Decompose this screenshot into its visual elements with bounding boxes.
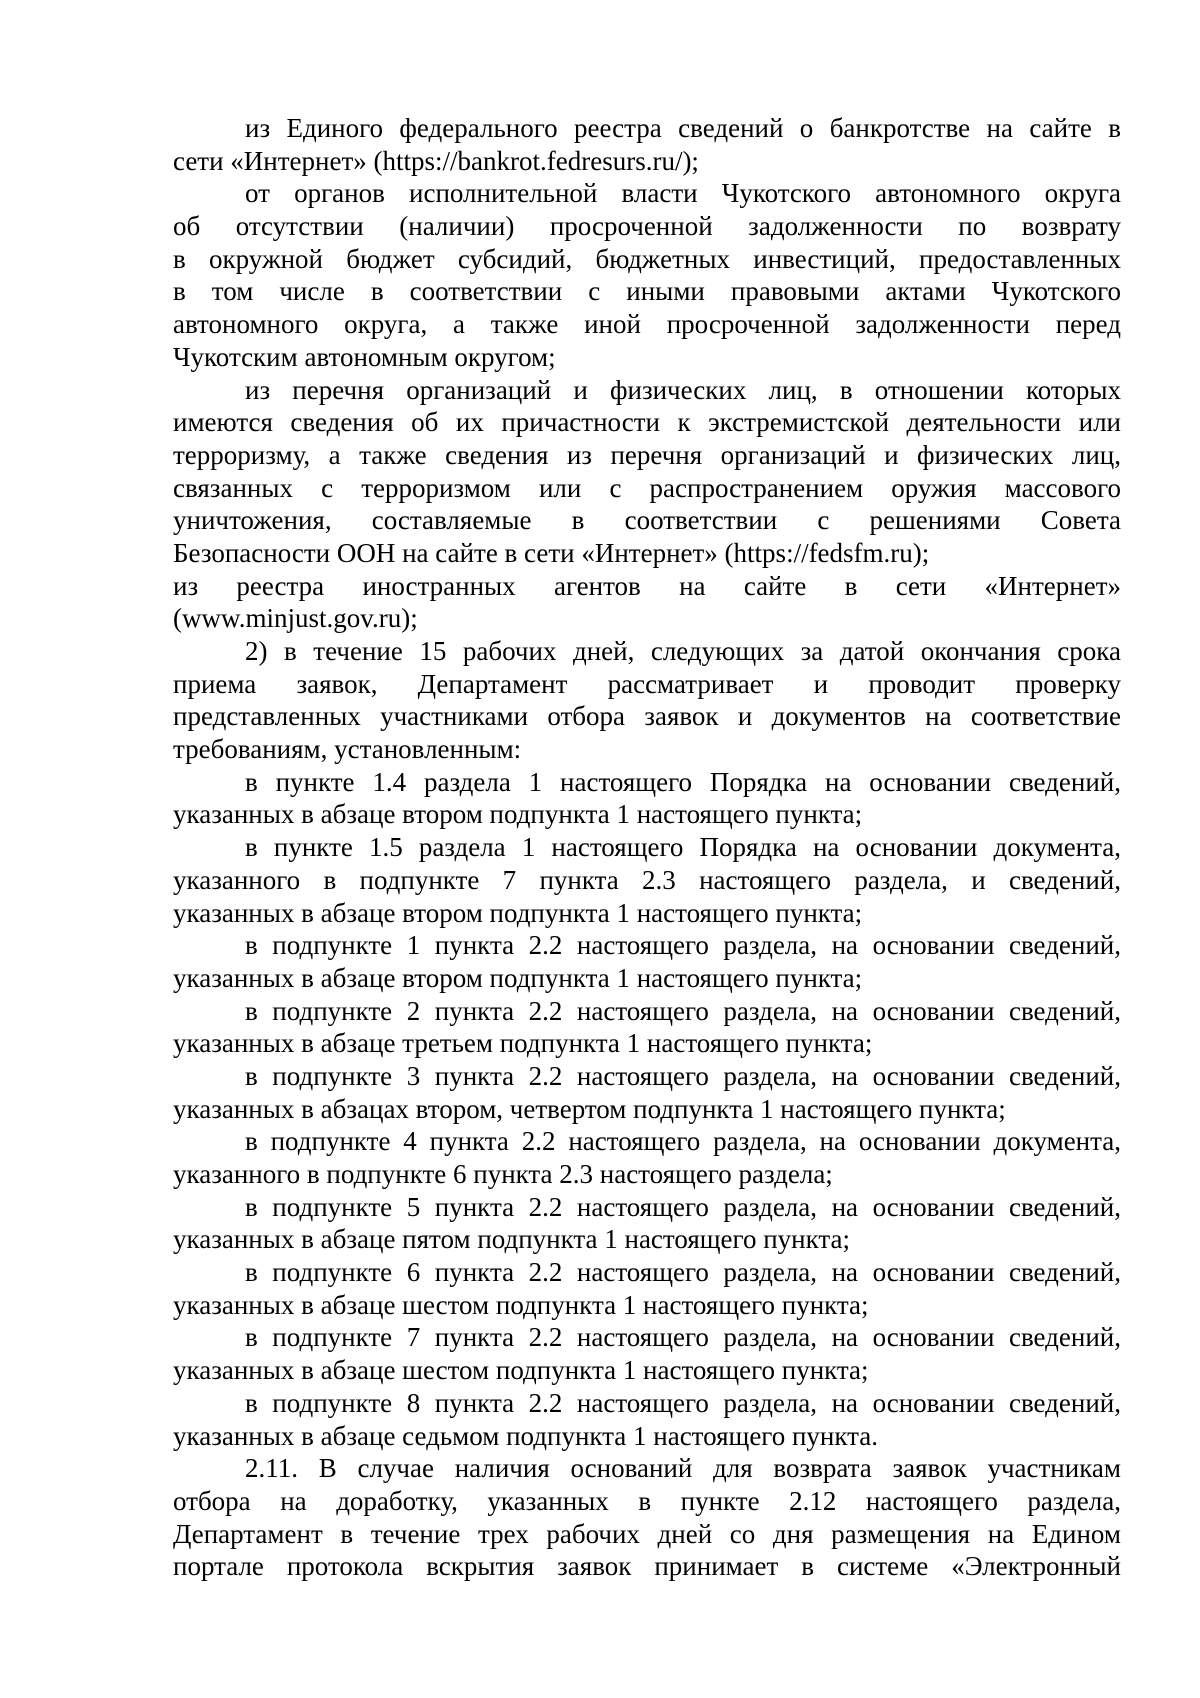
text-line: требованиям, установленным: [173,734,522,765]
text-line: имеются сведения об их причастности к экстремистской деятельности или [173,407,1121,438]
document-body [173,112,1121,1583]
text-line: из Единого федерального реестра сведений о банкротстве на сайте в [245,113,1121,143]
text-line: (www.minjust.gov.ru); [173,603,418,634]
text-line: в пункте 1.4 раздела 1 настоящего Порядка на основании сведений, [245,766,1121,797]
text-line: в окружной бюджет субсидий, бюджетных инвестиций, предоставленных [173,243,1121,274]
paragraph [173,1060,1121,1125]
text-line: в подпункте 1 пункта 2.2 настоящего раздела, на основании сведений, [245,930,1121,961]
text-line: указанного в подпункте 7 пункта 2.3 настоящего раздела, и сведений, [173,864,1121,895]
paragraph [173,831,1121,929]
text-line: указанных в абзаце втором подпункта 1 настоящего пункта; [173,897,863,928]
paragraph [173,635,1121,766]
paragraph [173,1452,1121,1583]
text-line: от органов исполнительной власти Чукотского автономного округа [245,178,1121,209]
text-line: в том числе в соответствии с иными правовыми актами Чукотского [173,276,1121,307]
text-line: 2.11. В случае наличия оснований для возврата заявок участникам [245,1453,1121,1484]
text-line: сети «Интернет» (https://bankrot.fedresurs.ru/); [173,145,699,176]
text-line: в подпункте 7 пункта 2.2 настоящего раздела, на основании сведений, [245,1322,1121,1353]
text-line: терроризму, а также сведения из перечня организаций и физических лиц, [173,439,1121,470]
text-line: указанных в абзаце шестом подпункта 1 настоящего пункта; [173,1355,869,1386]
text-line: в подпункте 2 пункта 2.2 настоящего раздела, на основании сведений, [245,995,1121,1026]
text-line: из реестра иностранных агентов на сайте в сети «Интернет» [173,570,1121,601]
paragraph [173,374,1121,570]
text-line: Безопасности ООН на сайте в сети «Интернет» (https://fedsfm.ru); [173,537,930,568]
text-line: указанных в абзацах втором, четвертом подпункта 1 настоящего пункта; [173,1093,1006,1124]
paragraph [173,1256,1121,1321]
paragraph [173,995,1121,1060]
paragraph [173,177,1121,373]
text-line: из перечня организаций и физических лиц, в отношении которых [245,374,1121,405]
paragraph [173,1387,1121,1452]
paragraph [173,929,1121,994]
text-line: связанных с терроризмом или с распространением оружия массового [173,472,1121,503]
paragraph [173,112,1121,177]
paragraph [173,570,1121,635]
text-line: отбора на доработку, указанных в пункте 2.12 настоящего раздела, [173,1485,1121,1516]
text-line: указанных в абзаце пятом подпункта 1 настоящего пункта; [173,1224,850,1255]
text-line: указанных в абзаце втором подпункта 1 настоящего пункта; [173,799,863,830]
paragraph [173,1191,1121,1256]
text-line: в подпункте 3 пункта 2.2 настоящего раздела, на основании сведений, [245,1060,1121,1091]
text-line: в подпункте 8 пункта 2.2 настоящего раздела, на основании сведений, [245,1387,1121,1418]
paragraph [173,1321,1121,1386]
text-line: автономного округа, а также иной просроченной задолженности перед [173,309,1121,340]
text-line: об отсутствии (наличии) просроченной задолженности по возврату [173,211,1121,242]
text-line: указанного в подпункте 6 пункта 2.3 настоящего раздела; [173,1159,833,1189]
text-line: в подпункте 6 пункта 2.2 настоящего раздела, на основании сведений, [245,1257,1121,1288]
text-line: портале протокола вскрытия заявок принимает в системе «Электронный [173,1551,1121,1582]
text-line: представленных участниками отбора заявок и документов на соответствие [173,701,1121,732]
paragraph [173,1125,1121,1190]
text-line: приема заявок, Департамент рассматривает и проводит проверку [173,668,1121,699]
text-line: в подпункте 5 пункта 2.2 настоящего раздела, на основании сведений, [245,1191,1121,1222]
text-line: указанных в абзаце втором подпункта 1 настоящего пункта; [173,962,863,993]
text-line: в подпункте 4 пункта 2.2 настоящего раздела, на основании документа, [245,1126,1121,1157]
text-line: уничтожения, составляемые в соответствии с решениями Совета [173,505,1121,536]
paragraph [173,766,1121,831]
text-line: в пункте 1.5 раздела 1 настоящего Порядка на основании документа, [245,832,1121,863]
text-line: указанных в абзаце третьем подпункта 1 настоящего пункта; [173,1028,873,1059]
text-line: указанных в абзаце седьмом подпункта 1 настоящего пункта. [173,1420,878,1451]
text-line: Чукотским автономным округом; [173,341,556,372]
text-line: 2) в течение 15 рабочих дней, следующих за датой окончания срока [245,636,1121,666]
text-line: Департамент в течение трех рабочих дней со дня размещения на Едином [173,1518,1121,1549]
text-line: указанных в абзаце шестом подпункта 1 настоящего пункта; [173,1289,869,1320]
